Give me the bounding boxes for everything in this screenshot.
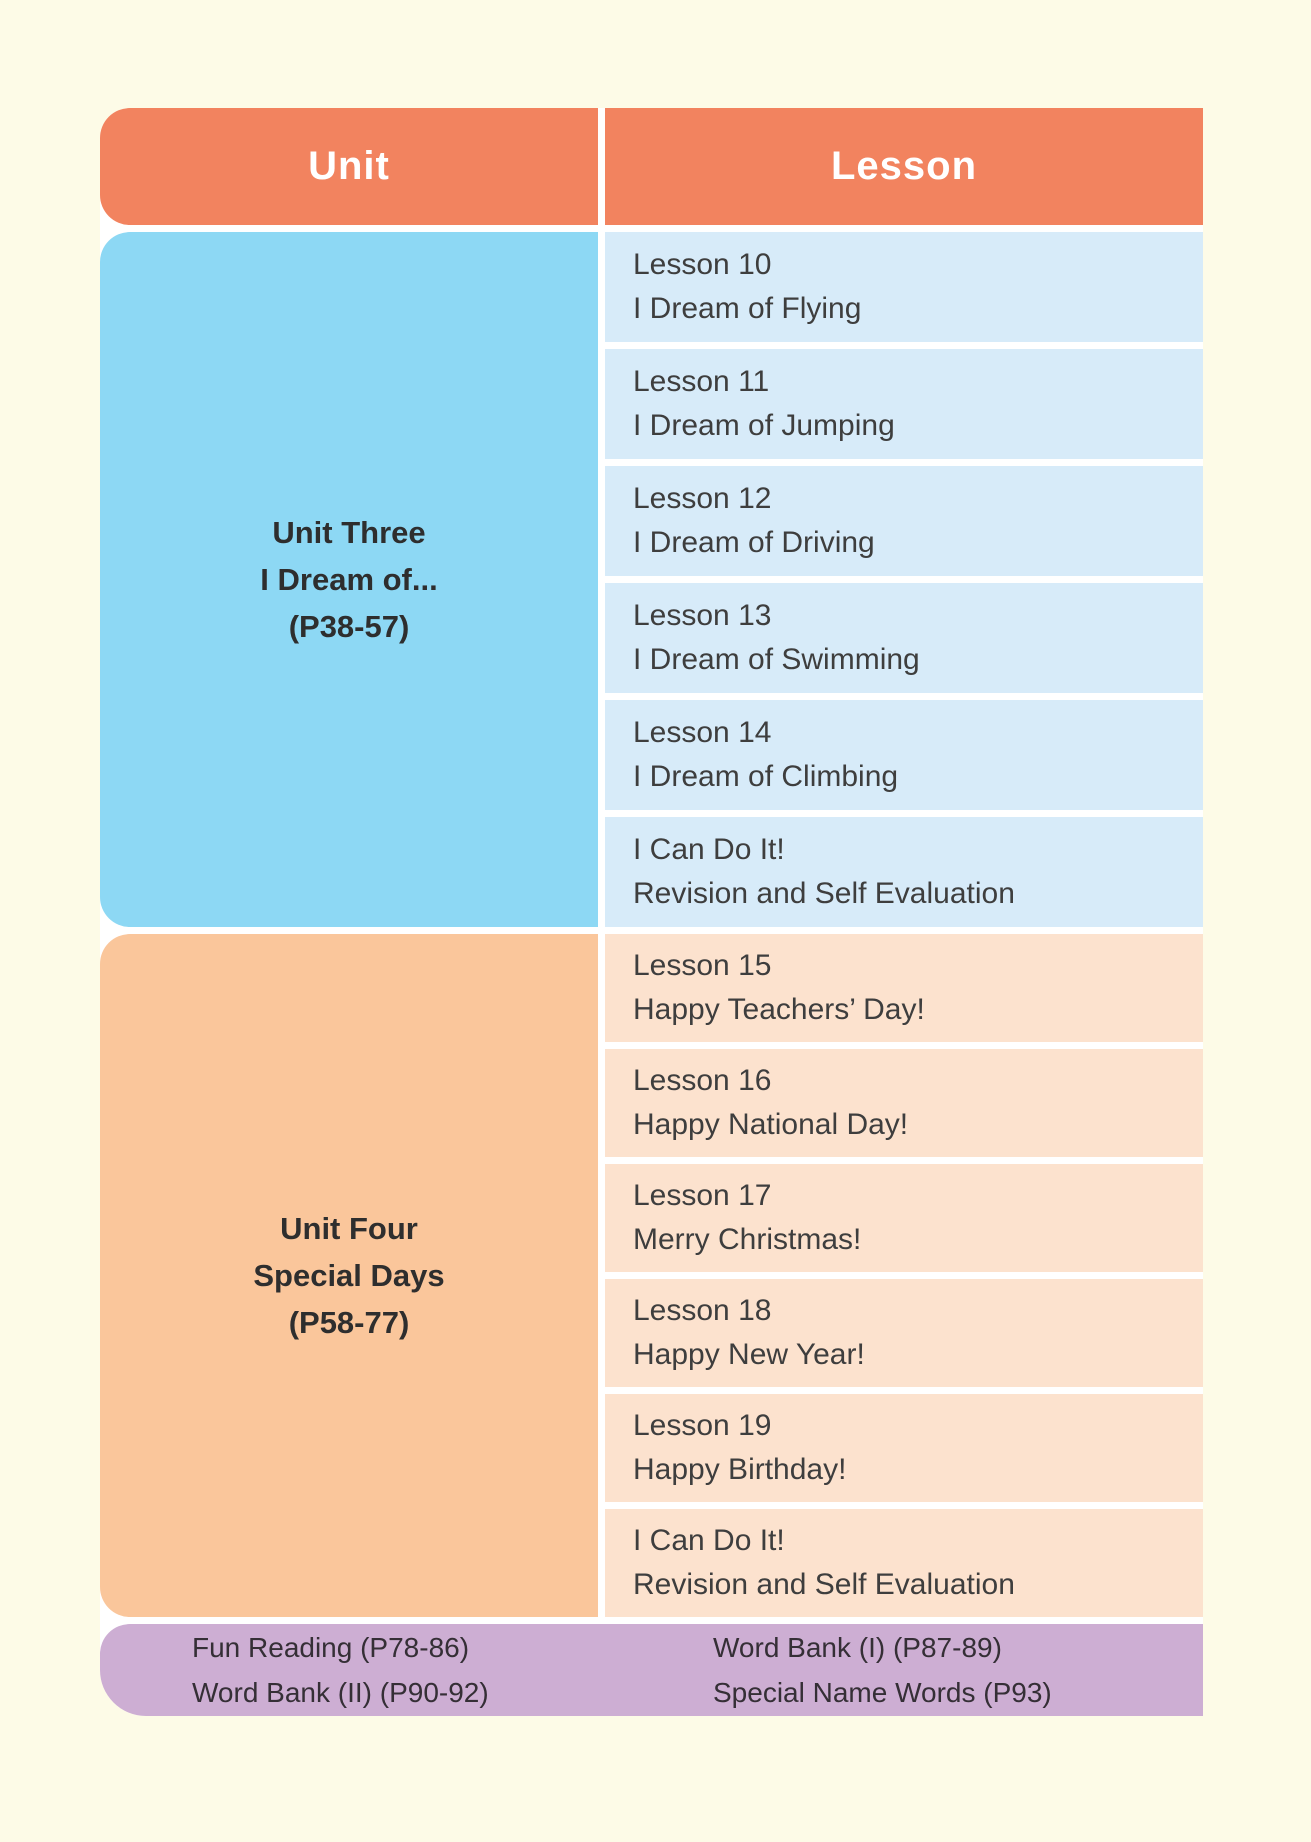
fun-reading-entry: Fun Reading (P78-86) <box>192 1632 470 1663</box>
word-bank-2-entry: Word Bank (II) (P90-92) <box>192 1677 489 1708</box>
lesson-header-label: Lesson <box>830 144 978 188</box>
lesson-row-19 <box>605 1394 1203 1502</box>
revision-subtitle: Revision and Self Evaluation <box>633 1568 1015 1601</box>
lesson-row-17 <box>605 1164 1203 1272</box>
revision-title: I Can Do It! <box>633 833 785 866</box>
revision-subtitle: Revision and Self Evaluation <box>633 877 1015 910</box>
lesson-title: I Dream of Climbing <box>633 760 899 793</box>
lesson-number: Lesson 17 <box>633 1179 772 1212</box>
lesson-number: Lesson 19 <box>633 1409 772 1442</box>
lesson-column-header <box>605 108 1203 225</box>
revision-title: I Can Do It! <box>633 1524 785 1557</box>
unit-three-theme: I Dream of... <box>260 562 438 597</box>
unit-four-theme: Special Days <box>253 1258 445 1293</box>
lesson-number: Lesson 15 <box>633 949 772 982</box>
lesson-row-16 <box>605 1049 1203 1157</box>
appendix-left-column <box>192 1625 713 1715</box>
lesson-row-13 <box>605 583 1203 693</box>
unit-column-header <box>100 108 598 225</box>
lesson-title: Happy Teachers’ Day! <box>633 993 925 1026</box>
appendix-footer <box>100 1624 1203 1716</box>
appendix-right-column <box>713 1625 1203 1715</box>
word-bank-1-entry: Word Bank (I) (P87-89) <box>713 1632 1002 1663</box>
lesson-row-10 <box>605 232 1203 342</box>
unit-three-revision-row <box>605 817 1203 927</box>
lesson-number: Lesson 12 <box>633 482 772 515</box>
lesson-title: Happy New Year! <box>633 1338 865 1371</box>
unit-three-cell <box>100 232 598 927</box>
lesson-number: Lesson 11 <box>633 365 770 398</box>
unit-three-pages: (P38-57) <box>288 609 410 644</box>
lesson-number: Lesson 10 <box>633 248 772 281</box>
unit-four-revision-row <box>605 1509 1203 1617</box>
lesson-number: Lesson 16 <box>633 1064 772 1097</box>
lesson-row-15 <box>605 934 1203 1042</box>
unit-four-title: Unit Four <box>280 1211 418 1246</box>
lesson-title: I Dream of Jumping <box>633 409 895 442</box>
unit-four-pages: (P58-77) <box>288 1305 410 1340</box>
lesson-number: Lesson 14 <box>633 716 772 749</box>
lesson-row-14 <box>605 700 1203 810</box>
lesson-title: Happy National Day! <box>633 1108 909 1141</box>
unit-three-title: Unit Three <box>272 515 426 550</box>
contents-table <box>100 108 1203 1716</box>
lesson-row-18 <box>605 1279 1203 1387</box>
lesson-title: I Dream of Driving <box>633 526 875 559</box>
lesson-title: I Dream of Swimming <box>633 643 920 676</box>
lesson-title: Merry Christmas! <box>633 1223 862 1256</box>
lesson-number: Lesson 13 <box>633 599 772 632</box>
unit-four-cell <box>100 934 598 1617</box>
unit-header-label: Unit <box>308 144 390 188</box>
lesson-title: I Dream of Flying <box>633 292 862 325</box>
lesson-number: Lesson 18 <box>633 1294 772 1327</box>
lesson-title: Happy Birthday! <box>633 1453 847 1486</box>
lesson-row-12 <box>605 466 1203 576</box>
special-name-words-entry: Special Name Words (P93) <box>713 1677 1052 1708</box>
lesson-row-11 <box>605 349 1203 459</box>
